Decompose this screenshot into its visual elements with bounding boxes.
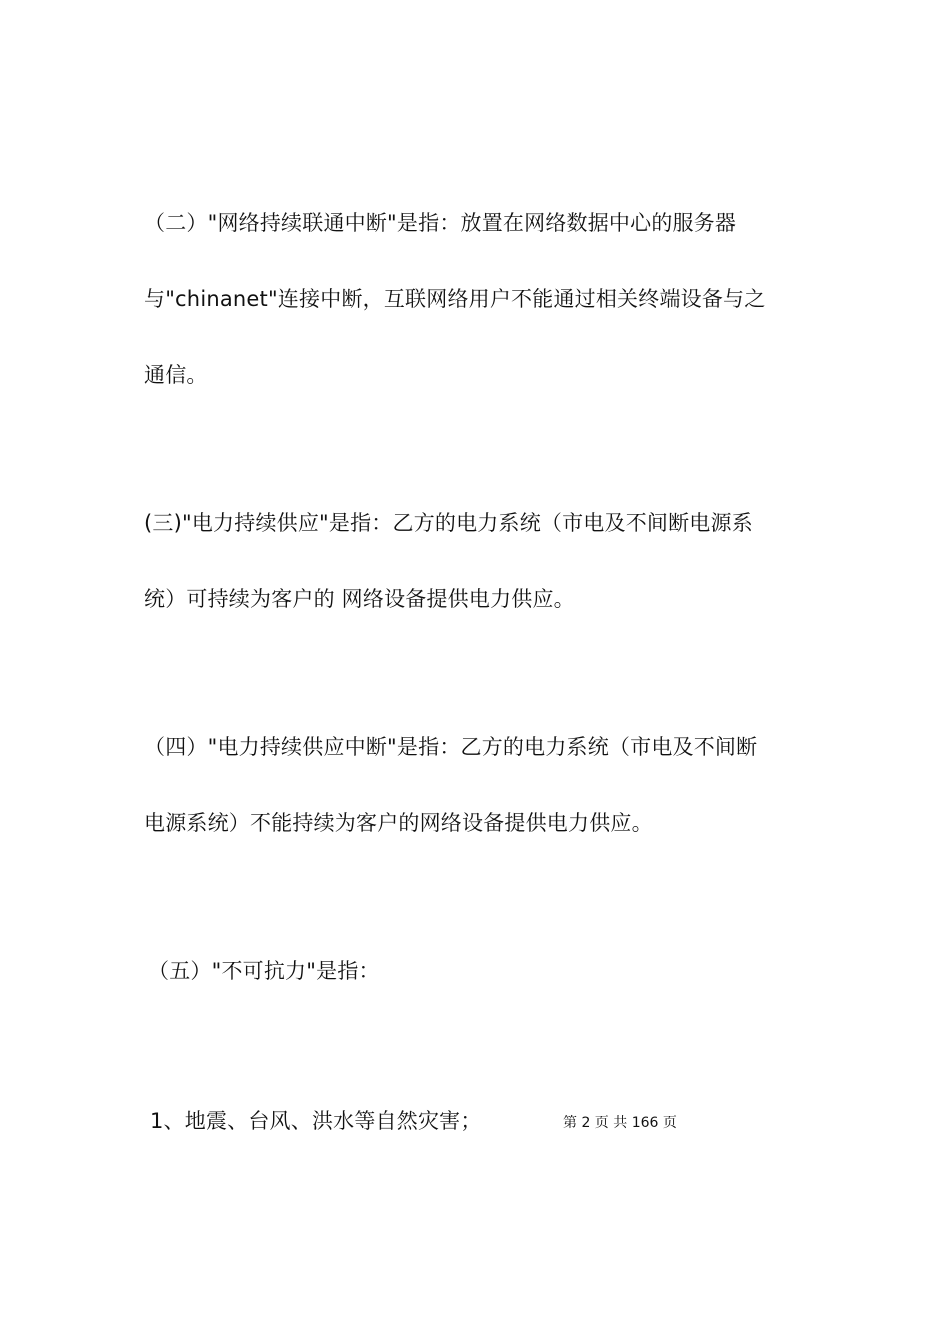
paragraph-4-line-2: 电源系统）不能持续为客户的网络设备提供电力供应。 (144, 811, 653, 835)
paragraph-3-line-1: (三)"电力持续供应"是指：乙方的电力系统（市电及不间断电源系 (144, 511, 753, 535)
paragraph-2-line-3: 通信。 (144, 363, 208, 387)
paragraph-4-line-1: （四）"电力持续供应中断"是指：乙方的电力系统（市电及不间断 (144, 735, 758, 759)
paragraph-2-line-1: （二）"网络持续联通中断"是指：放置在网络数据中心的服务器 (144, 211, 737, 235)
paragraph-5-heading: （五）"不可抗力"是指： (148, 959, 380, 983)
page-number-footer: 第 2 页 共 166 页 (563, 1115, 677, 1131)
paragraph-3-line-2: 统）可持续为客户的 网络设备提供电力供应。 (144, 587, 575, 611)
list-item-1: 1、地震、台风、洪水等自然灾害； (150, 1109, 482, 1133)
paragraph-2-line-2: 与"chinanet"连接中断，互联网络用户不能通过相关终端设备与之 (144, 287, 766, 311)
